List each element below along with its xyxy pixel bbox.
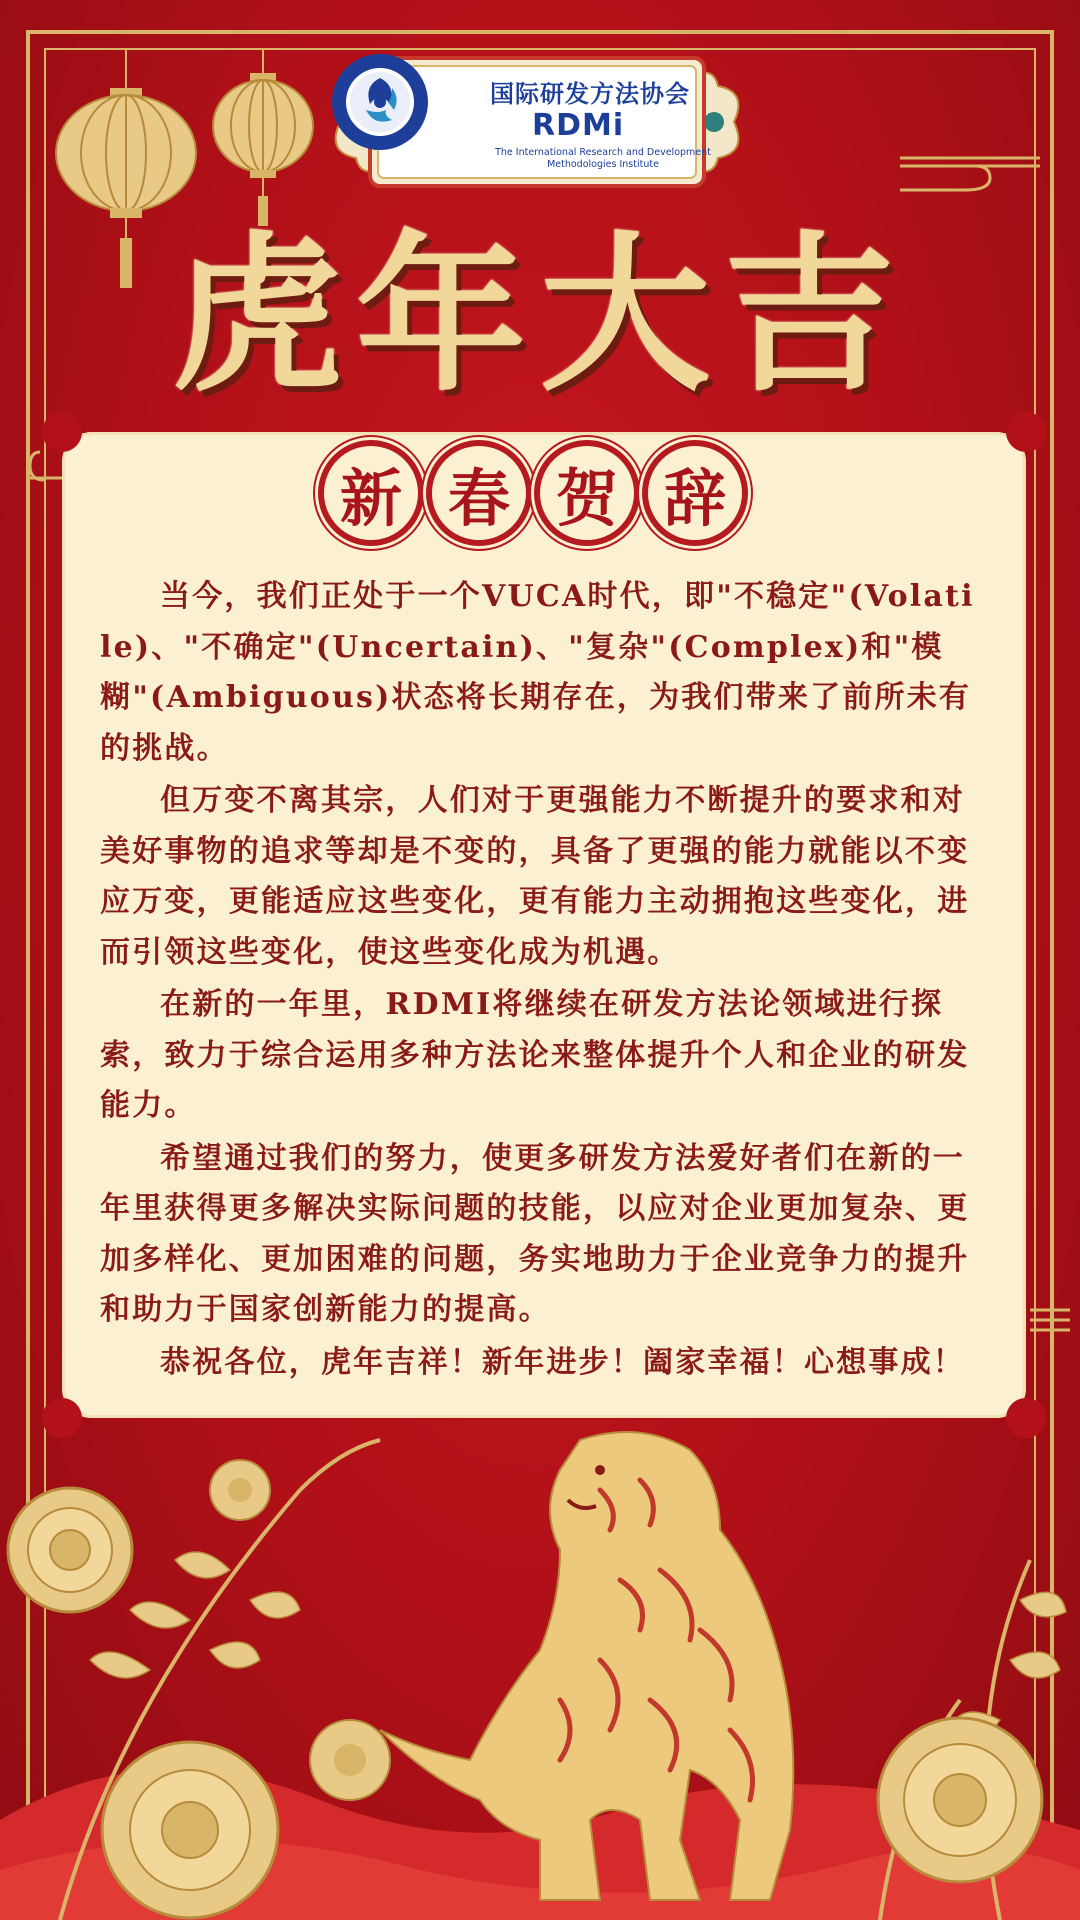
paragraph: 希望通过我们的努力，使更多研发方法爱好者们在新的一年里获得更多解决实际问题的技能，以应对企业更加复杂、更加多样化、更加困难的问题，务实地助力于企业竞争力的提升和助力于国家创新能力的提高。: [100, 1140, 970, 1327]
title-seal: 春: [426, 440, 532, 546]
paragraph: 在新的一年里，RDMI将继续在研发方法论领域进行探索，致力于综合运用多种方法论来整体提升个人和企业的研发能力。: [100, 987, 970, 1123]
lantern-icon: [213, 48, 313, 226]
section-title: [318, 440, 748, 552]
card-corner: [42, 412, 82, 452]
flower-icon: [310, 1720, 390, 1800]
headline: 虎年大吉: [171, 215, 908, 415]
flower-icon: [102, 1742, 278, 1918]
paragraph: 恭祝各位，虎年吉祥！新年进步！阖家幸福！心想事成！: [160, 1344, 965, 1380]
card-corner: [1006, 412, 1046, 452]
title-seal: 新: [318, 440, 424, 546]
logo-plaque: [330, 52, 744, 192]
org-name-chinese: 国际研发方法协会: [490, 80, 690, 108]
title-seal: 贺: [534, 440, 640, 546]
org-abbreviation: RDMi: [532, 108, 625, 143]
paragraph: 当今，我们正处于一个VUCA时代，即"不稳定"(Volatile)、"不确定"(Uncertain)、"复杂"(Complex)和"模糊"(Ambiguous)状态将长期存在，为我们带来了前所未有的挑战。: [100, 579, 975, 766]
greeting-body: [100, 572, 988, 1390]
flower-icon: [8, 1488, 132, 1612]
rdmi-emblem-icon: [330, 52, 430, 152]
org-name-english: The International Research and Development Methodologies Institute: [495, 147, 711, 170]
bottom-decoration: [0, 1400, 1080, 1920]
title-seal: 辞: [642, 440, 748, 546]
flower-icon: [210, 1460, 270, 1520]
flower-icon: [878, 1718, 1042, 1882]
paragraph: 但万变不离其宗，人们对于更强能力不断提升的要求和对美好事物的追求等却是不变的，具备了更强的能力就能以不变应万变，更能适应这些变化，更有能力主动拥抱这些变化，进而引领这些变化，使这些变化成为机遇。: [100, 783, 970, 970]
